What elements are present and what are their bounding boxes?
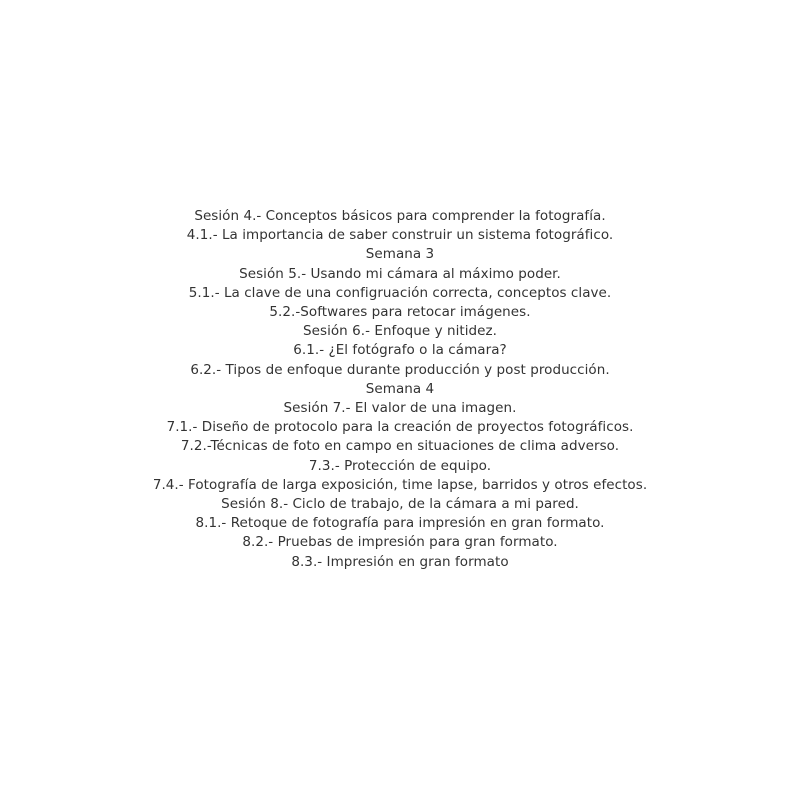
topic-8-3: 8.3.- Impresión en gran formato bbox=[291, 553, 509, 570]
session-8-heading: Sesión 8.- Ciclo de trabajo, de la cámara a mi pared. bbox=[221, 496, 579, 513]
session-7-heading: Sesión 7.- El valor de una imagen. bbox=[283, 400, 517, 417]
topic-7-3: 7.3.- Protección de equipo. bbox=[308, 457, 492, 474]
topic-7-4: 7.4.- Fotografía de larga exposición, time lapse, barridos y otros efectos. bbox=[152, 476, 648, 493]
session-5-heading: Sesión 5.- Usando mi cámara al máximo poder. bbox=[239, 265, 561, 282]
topic-8-1: 8.1.- Retoque de fotografía para impresión en gran formato. bbox=[195, 515, 605, 532]
week-4-heading: Semana 4 bbox=[365, 380, 435, 397]
topic-7-2: 7.2.-Técnicas de foto en campo en situaciones de clima adverso. bbox=[180, 438, 620, 455]
topic-7-1: 7.1.- Diseño de protocolo para la creación de proyectos fotográficos. bbox=[166, 419, 634, 436]
topic-6-1: 6.1.- ¿El fotógrafo o la cámara? bbox=[293, 342, 507, 359]
topic-4-1: 4.1.- La importancia de saber construir un sistema fotográfico. bbox=[186, 227, 614, 244]
topic-6-2: 6.2.- Tipos de enfoque durante producción y post producción. bbox=[190, 361, 610, 378]
week-3-heading: Semana 3 bbox=[365, 246, 435, 263]
topic-8-2: 8.2.- Pruebas de impresión para gran formato. bbox=[242, 534, 558, 551]
session-4-heading: Sesión 4.- Conceptos básicos para comprender la fotografía. bbox=[194, 208, 606, 224]
topic-5-2: 5.2.-Softwares para retocar imágenes. bbox=[269, 304, 531, 321]
session-6-heading: Sesión 6.- Enfoque y nitidez. bbox=[303, 323, 497, 340]
topic-5-1: 5.1.- La clave de una configruación correcta, conceptos clave. bbox=[188, 284, 612, 301]
course-outline bbox=[0, 207, 800, 572]
